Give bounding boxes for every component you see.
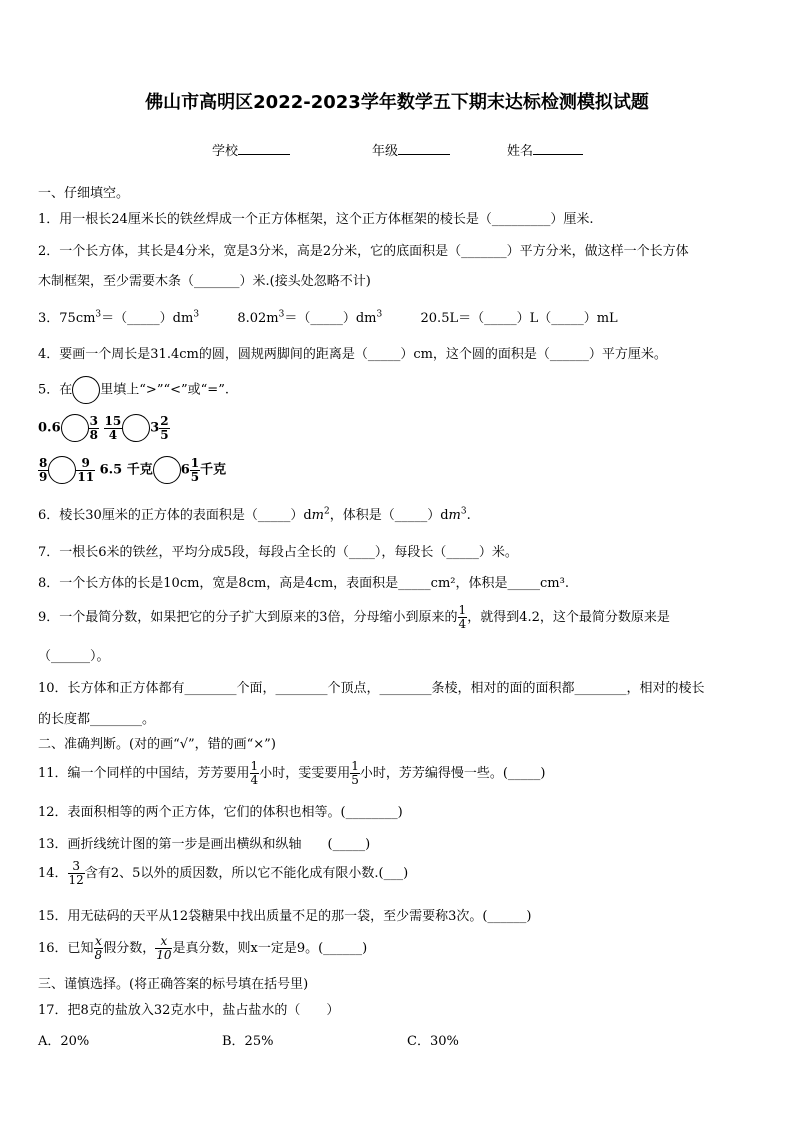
question-6: 6．棱长30厘米的正方体的表面积是$(\_\_\_\_\_)dm^2$，体积是$(\_\_\_\_\_)dm^3$.	[38, 506, 471, 523]
name-field[interactable]	[507, 140, 583, 159]
question-5-row-1: 0.6 $\frac{3}{8}$ $\frac{15}{4}$ 3 $\frac{2}{5}$	[38, 413, 169, 442]
option-c[interactable]: C．30%	[407, 1034, 459, 1049]
page-title: 佛山市高明区2022-2023学年数学五下期末达标检测模拟试题	[145, 92, 649, 113]
question-2-line-2: 木制框架，至少需要木条（_______）米.(接头处忽略不计)	[38, 274, 371, 289]
answer-circle[interactable]	[122, 414, 150, 442]
question-13: 13．画折线统计图的第一步是画出横纵和纵轴 (_____)	[38, 837, 371, 852]
grade-label: 年级	[372, 144, 399, 159]
name-label: 姓名	[507, 144, 534, 159]
section-3-heading: 三、谨慎选择。(将正确答案的标号填在括号里)	[38, 977, 309, 992]
question-5-row-2: $\frac{8}{9}$ $\frac{9}{11}$ 6.5 千克 6 $\frac{1}{5}$ 千克	[39, 455, 227, 484]
question-9-line-2: （______）。	[38, 649, 110, 664]
question-9-line-1: 9．一个最简分数，如果把它的分子扩大到原来的3倍，分母缩小到原来的 $\frac{1}{4}$ ，就得到4.2，这个最简分数原来是	[38, 603, 670, 631]
question-2-line-1: 2．一个长方体，其长是4分米，宽是3分米，高是2分米，它的底面积是（_______）平方分米，做这样一个长方体	[38, 244, 689, 259]
compare-circle	[72, 376, 100, 404]
answer-circle[interactable]	[48, 456, 76, 484]
question-16: 16．已知 $\frac{x}{8}$ 假分数， $\frac{x}{10}$ 是真分数，则x一定是9。(______)	[38, 934, 368, 962]
option-b[interactable]: B．25%	[222, 1034, 274, 1049]
question-8: 8．一个长方体的长是10cm，宽是8cm，高是4cm，表面积是_____cm²，体积是_____cm³.	[38, 576, 569, 591]
option-a[interactable]: A．20%	[38, 1034, 90, 1049]
question-15: 15．用无砝码的天平从12袋糖果中找出质量不足的那一袋，至少需要称3次。(______)	[38, 909, 532, 924]
question-14: 14． $\frac{3}{12}$ 含有2、5以外的质因数，所以它不能化成有限小数.(___)	[38, 859, 409, 887]
section-1-heading: 一、仔细填空。	[38, 186, 130, 201]
section-2-heading: 二、准确判断。(对的画“√”，错的画“×”)	[38, 737, 276, 752]
answer-circle[interactable]	[61, 414, 89, 442]
question-3: 3．$75cm^3=(\_\_\_\_\_)dm^3$ $8.02m^3=(\_\_\_\_\_)dm^3$ 20.5L＝（_____）L（_____）mL	[38, 309, 618, 326]
question-1: 1．用一根长24厘米长的铁丝焊成一个正方体框架，这个正方体框架的棱长是（_________）厘米.	[38, 212, 594, 227]
question-17: 17．把8克的盐放入32克水中，盐占盐水的（ ）	[38, 1003, 340, 1018]
grade-field[interactable]	[372, 140, 450, 159]
question-5: 5．在 里填上“>”“<”或“=”.	[38, 376, 229, 404]
answer-circle[interactable]	[153, 456, 181, 484]
question-4: 4．要画一个周长是31.4cm的圆，圆规两脚间的距离是（_____）cm，这个圆的面积是（______）平方厘米。	[38, 347, 667, 362]
school-field[interactable]	[212, 140, 290, 159]
question-10-line-1: 10．长方体和正方体都有________个面，________个顶点，________条棱，相对的面的面积都________，相对的棱长	[38, 681, 705, 696]
question-10-line-2: 的长度都________。	[38, 712, 156, 727]
question-12: 12．表面积相等的两个正方体，它们的体积也相等。(________)	[38, 805, 403, 820]
question-11: 11．编一个同样的中国结，芳芳要用 $\frac{1}{4}$ 小时，雯雯要用 $\frac{1}{5}$ 小时，芳芳编得慢一些。(_____)	[38, 759, 546, 787]
school-label: 学校	[212, 144, 239, 159]
question-7: 7．一根长6米的铁丝，平均分成5段，每段占全长的（____），每段长（_____）米。	[38, 545, 518, 560]
